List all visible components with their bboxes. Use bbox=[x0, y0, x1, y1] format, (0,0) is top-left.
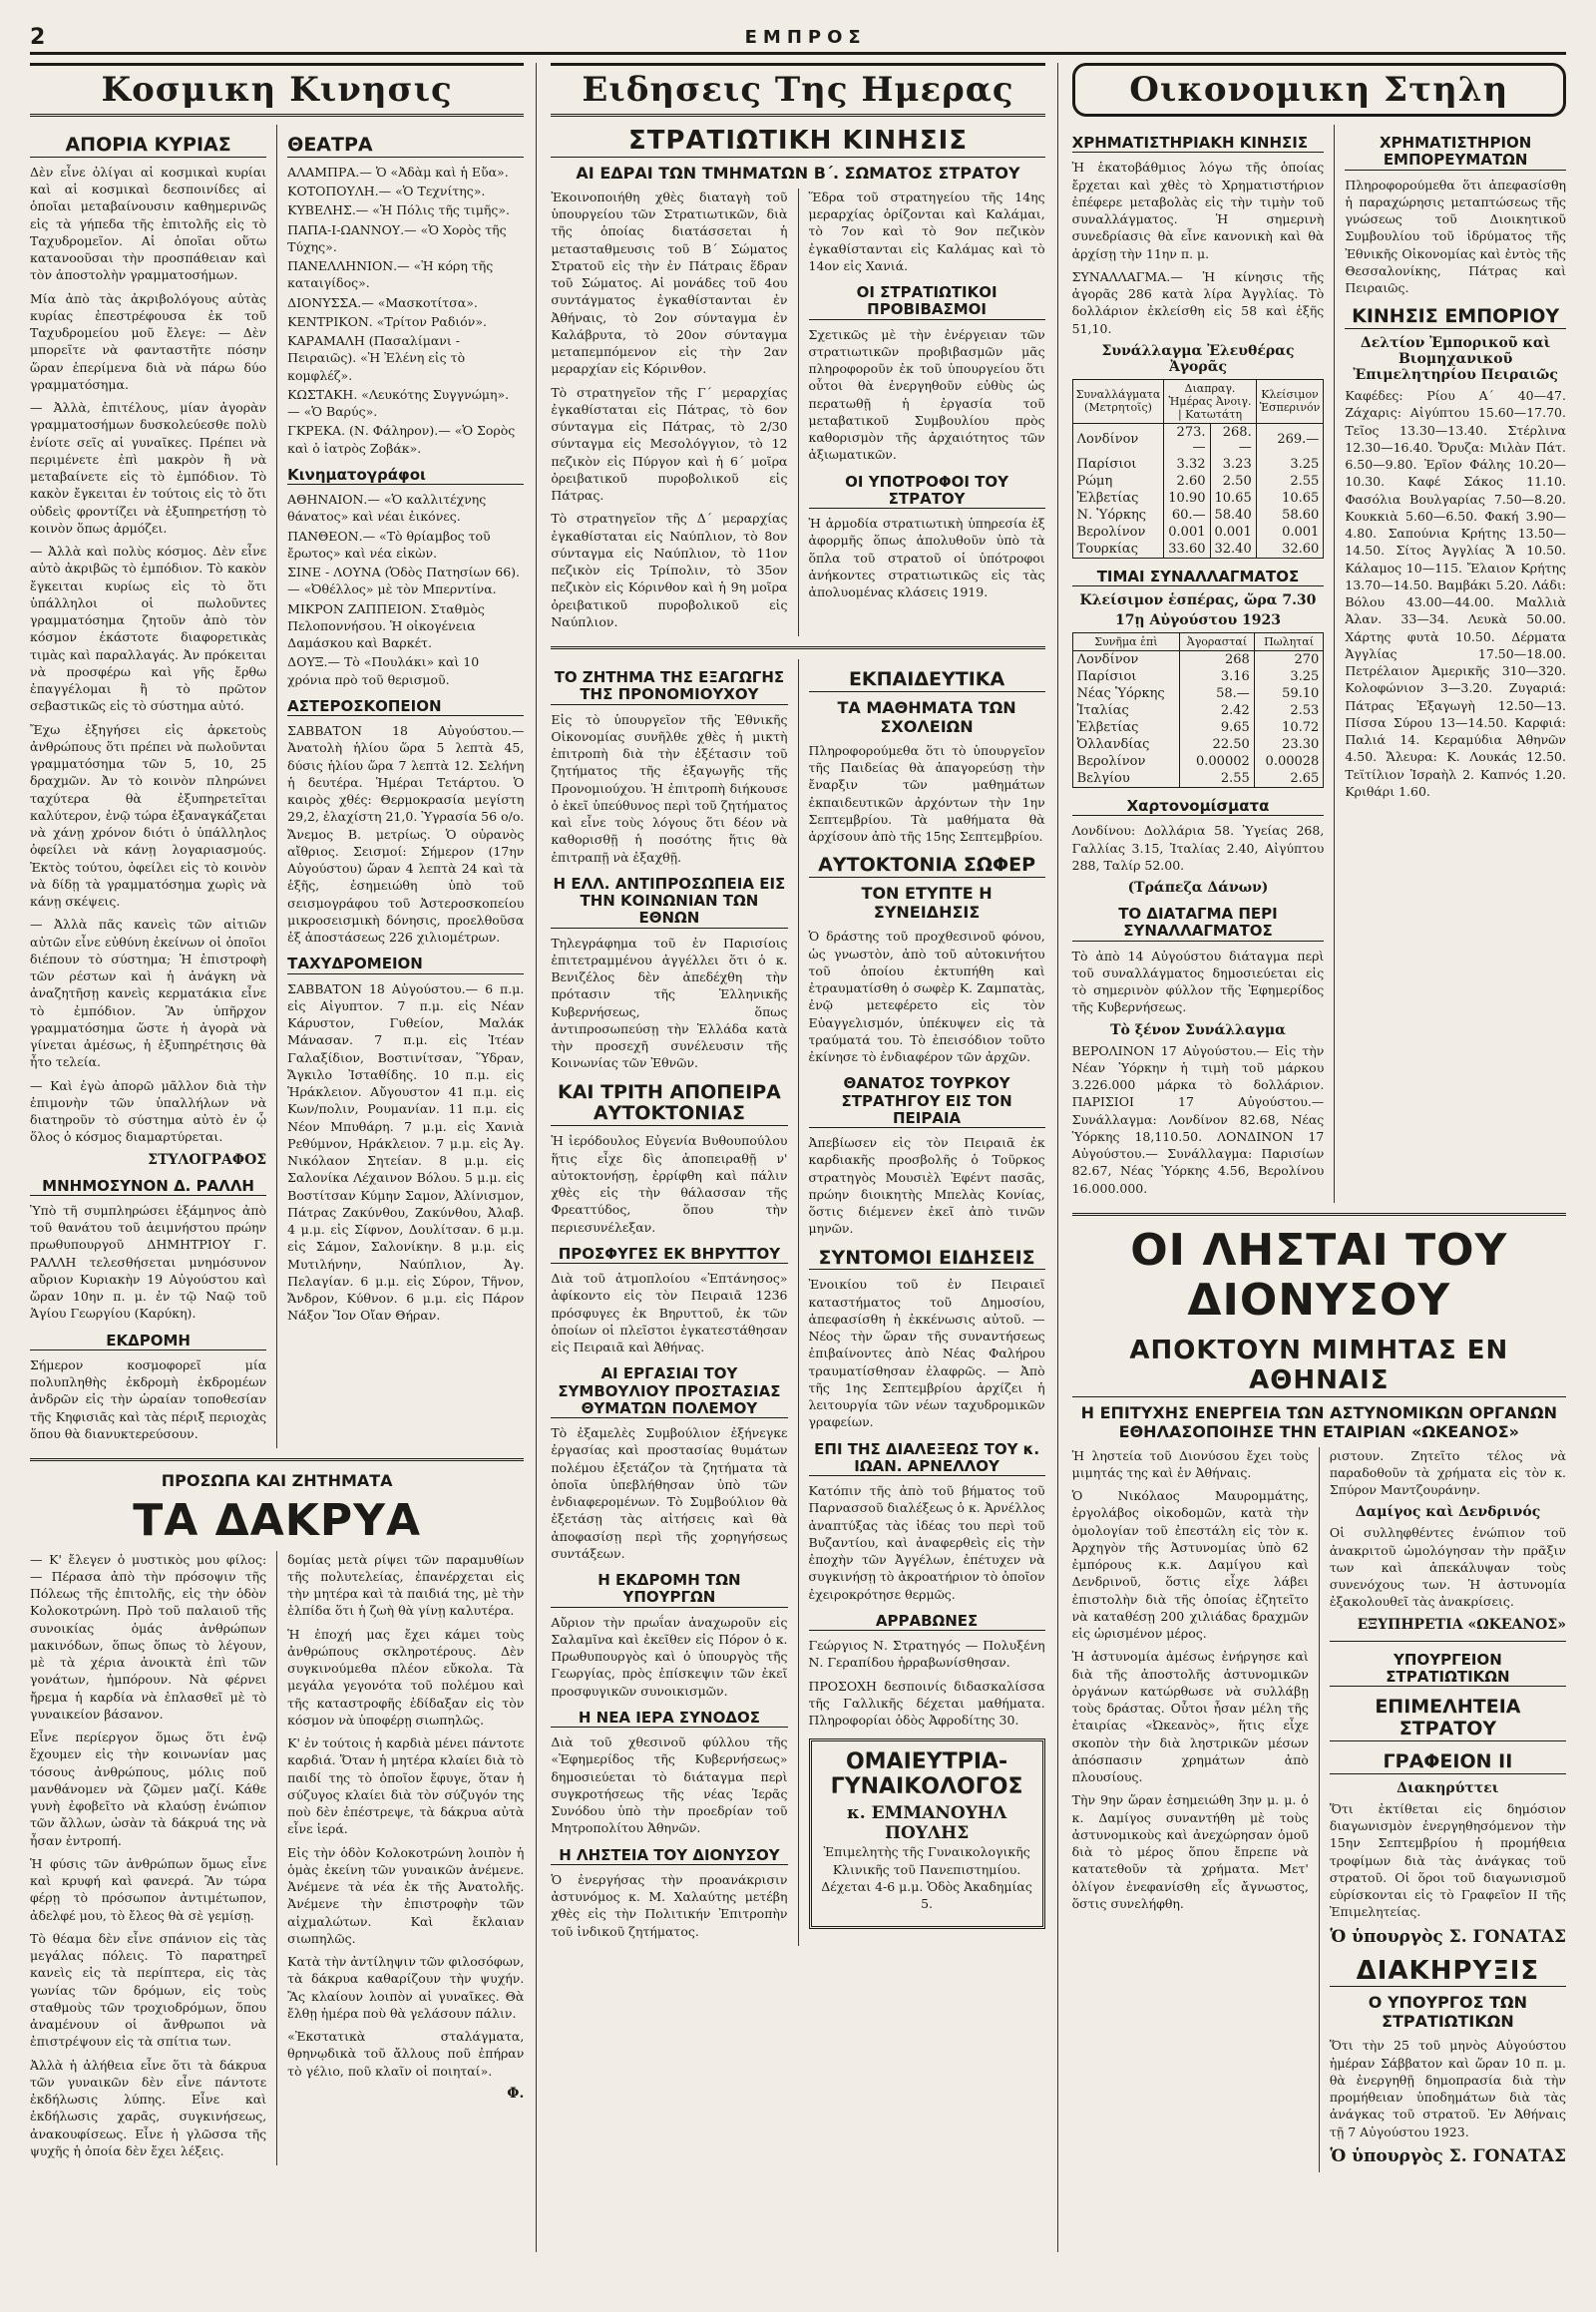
aftoktonia-subheadline: ΤΟΝ ΕΤΥΠΤΕ Η ΣΥΝΕΙΔΗΣΙΣ bbox=[861, 884, 993, 923]
table-row: Παρίσιοι 3.16 3.25 bbox=[1072, 668, 1324, 685]
col2 bbox=[276, 125, 524, 1448]
theatre-entry: ΠΑΠΑ-Ι-ΩΑΝΝΟΥ.— «Ὁ Χορὸς τῆς Τύχης». bbox=[287, 221, 507, 254]
column-kosmiki bbox=[30, 63, 537, 2252]
kinimatografoi-headline: Κινηματογράφοι bbox=[287, 467, 524, 485]
diakiryxis-subheadline: Ο ΥΠΟΥΡΓΟΣ ΤΩΝ ΣΤΡΑΤΙΩΤΙΚΩΝ bbox=[1368, 1993, 1528, 2032]
diatagma-text: Τὸ ἀπὸ 14 Αὐγούστου διάταγμα περὶ τοῦ συναλλάγματος δημοσιεύεται εἰς τὸ σημερινὸν φύλλον τῆς Ἐφημερίδος τῆς Κυβερνήσεως. bbox=[1071, 948, 1325, 1015]
chartonomismata-text: Λονδίνου: Δολλάρια 58. Ὑγείας 268, Γαλλίας 3.15, Ἰταλίας 2.40, Αἰγύπτου 288, Ταλίρ 52.00. bbox=[1071, 823, 1325, 873]
kinisis-emporiou-headline: ΚΙΝΗΣΙΣ ΕΜΠΟΡΙΟΥ bbox=[1345, 306, 1566, 329]
dakrya-para: Τὸ θέαμα δὲν εἶνε σπάνιον εἰς τὰς μεγάλας πόλεις. Τὸ παρατηρεῖ κανεὶς εἰς τὰ περίπτερα, εἰς τὰς γωνίας τῶν δρόμων, εἰς τοὺς σταθμοὺς τῶν τροχιοδρόμων, ὅπου ἀναμένουν οἱ ἄνθρωποι νὰ ἐπιστρέψουν εἰς τὰ σπίτια των. bbox=[30, 1930, 267, 2050]
listai-para: Ἡ ληστεία τοῦ Διονύσου ἔχει τοὺς μιμητάς της καὶ ἐν Ἀθήναις. bbox=[1071, 1447, 1309, 1480]
theatre-entry: ΔΙΟΝΥΣΣΑ.— «Μασκοτίτσα». bbox=[287, 294, 478, 310]
fx-table-free-market bbox=[1072, 379, 1325, 559]
table-row: Ὀλλανδίας 22.50 23.30 bbox=[1072, 736, 1324, 753]
aporia-para: — Ἀλλὰ, ἐπιτέλους, μίαν ἀγορὰν γραμματοσήμων δυσκολεύεσθε πολὺ ἐνίοτε σεῖς αἱ γυναῖκες. Πρέπει νὰ περιμένετε ἐπὶ μακρὸν ἢ νὰ μεταβαίνετε εἰς τὸ ἐμπόδιον. Τὸ κακὸν ἔγκειται ἐν τούτοις εἰς τὸ ὅτι οὐδεὶς φροντίζει νὰ ἐξυπηρετήσῃ τὸ κοινὸν ὅπως ἀρμόζει. bbox=[30, 400, 267, 536]
dakrya-para: — Κ' ἔλεγεν ὁ μυστικὸς μου φίλος: — Πέρασα ἀπὸ τὴν πρόσοψιν τῆς Πόλεως τῆς ἐπιτολῆς, εἰς τὴν ὁδὸν Κολοκοτρώνη. Πρὸ τοῦ παλαιοῦ τῆς συνοικίας ὁμάς ἀνθρώπων μακινόδων, ὅπως ὅπως τὸ λέγουν, μὲ τὰ χέρια ἀνοικτὰ ἐπὶ τῶν γονάτων, ἠμπόρουν. Νὰ φέρνει ἤρεμα ἡ καρδία νὰ ἐπλασθεῖ μὲ τὸ γυναικείον βάσανον. bbox=[30, 1551, 267, 1722]
col5 bbox=[1072, 125, 1325, 1203]
ekdromi-ypourgon-headline: Η ΕΚΔΡΟΜΗ ΤΩΝ ΥΠΟΥΡΓΩΝ bbox=[551, 1572, 787, 1608]
zitima-headline: ΤΟ ΖΗΤΗΜΑ ΤΗΣ ΕΞΑΓΩΓΗΣ ΤΗΣ ΠΡΟΝΟΜΙΟΥΧΟΥ bbox=[551, 669, 787, 705]
asteroskopeion-headline: ΑΣΤΕΡΟΣΚΟΠΕΙΟΝ bbox=[287, 698, 524, 716]
oikonomiki-split bbox=[1072, 125, 1566, 1203]
aporia-para: — Ἀλλὰ καὶ πολὺς κόσμος. Δὲν εἶνε αὐτὸ ἀκριβῶς τὸ ἐμπόδιον. Τὸ κακὸν ἔγκειται κυρίως εἰς τὸ ὅτι ὑπάλληλοι οἱ πωλοῦντες γραμματόσημα ζητοῦν ἀπὸ τὸν κόσμον ἑκάστοτε διαφορετικὰς τιμὰς καὶ παραλλαγάς. Ἀν πρόκειται νὰ προσφέρω καὶ γῆς ἔρθω ἐπαγγέλομαι ἢ τὸ πρῶτον σεβαστικῶς εἰς τὸ σύστημα αὐτό. bbox=[30, 544, 267, 714]
table-row: Παρίσιοι 3.32 3.23 3.25 bbox=[1072, 456, 1324, 473]
prosopa-kicker: ΠΡΟΣΩΠΑ ΚΑΙ ΖΗΤΗΜΑΤΑ bbox=[161, 1471, 393, 1491]
chrematistirion-headline: ΧΡΗΜΑΤΙΣΤΗΡΙΑΚΗ ΚΙΝΗΣΙΣ bbox=[1072, 135, 1325, 153]
dakrya-para: Ἡ φύσις τῶν ἀνθρώπων ὅμως εἶνε καὶ κρυφή καὶ φανερά. Ἂν τώρα φέρῃ τὸ πρόσωπον ἀντιμέτωπον, ἀδελφέ μου, τὸ ἔλεος θὰ σὲ γεμίσῃ. bbox=[30, 1855, 267, 1923]
col6 bbox=[1334, 125, 1566, 1203]
deltion-headline: Δελτίον Ἐμπορικοῦ καὶ Βιομηχανικοῦ Ἐπιμελητηρίου Πειραιῶς bbox=[1353, 335, 1558, 384]
column-eidiseis bbox=[551, 63, 1057, 2252]
chrematistirion-text: Ἡ ἑκατοβάθμιος λόγω τῆς ὁποίας ἔρχεται καὶ χθὲς τὸ Χρηματιστήριον ἐπέφερε μεταβολὰς εἰς τὴν τιμὴν τοῦ συναλλάγματος. Ἡ σημερινὴ συνεδρίασις θὰ εἶνε κανονικὴ καὶ θὰ ἀρχίσῃ τὴν 11ην π. μ. bbox=[1071, 160, 1325, 261]
col1 bbox=[30, 125, 266, 1448]
mathimata-text: Πληροφορούμεθα ὅτι τὸ ὑπουργεῖον τῆς Παιδείας θὰ ἀπαγορεύσῃ τὴν ἔναρξιν τῶν μαθημάτων ἐκπαιδευτικῶν ἀρχόντων τὴν 1ην Σεπτεμβρίου. Τὰ μαθήματα θὰ ἀρχίσουν ἀπὸ τῆς 15ης Σεπτεμβρίου. bbox=[808, 742, 1045, 845]
provivasmoi-text: Σχετικῶς μὲ τὴν ἐνέργειαν τῶν στρατιωτικῶν προβιβασμῶν μᾶς πληροφοροῦν ἐκ τοῦ ὑπουργείου ὅτι οὗτοι θὰ ἐνεργηθοῦν εὐθὺς ὡς περατωθῇ ἡ ἐργασία τοῦ μεταβατικοῦ Συμβουλίου πρὸς καθορισμὸν τῆς ἀρχαιότητος τῶν ἀξιωματικῶν. bbox=[808, 326, 1045, 463]
ergasiai-headline: ΑΙ ΕΡΓΑΣΙΑΙ ΤΟΥ ΣΥΜΒΟΥΛΙΟΥ ΠΡΟΣΤΑΣΙΑΣ ΘΥΜΑΤΩΝ ΠΟΛΕΜΟΥ bbox=[551, 1365, 787, 1418]
xeno-text: ΒΕΡΟΛΙΝΟΝ 17 Αὐγούστου.— Εἰς τὴν Νέαν Ὑόρκην ἡ τιμὴ τοῦ μάρκου 3.226.000 μάρκα τὸ δολλάριον. ΠΑΡΙΣΙΟΙ 17 Αὐγούστου.— Συνάλλαγμα: Λονδίνον 82.68, Νέας Ὑόρκης 18,110.50. ΛΟΝΔΙΝΟΝ 17 Αὐγούστου.— Συνάλλαγμα: Παρισίων 82.67, Νέας Ὑόρκης 4.56, Βερολίνου 16.000.000. bbox=[1071, 1042, 1325, 1196]
listai-names: Δαμίγος καὶ Δενδρινός bbox=[1355, 1504, 1541, 1521]
table-row: Λονδίνον 273.— 268.— 269.— bbox=[1072, 423, 1324, 456]
cinema-entry: ΑΘΗΝΑΙΟΝ.— «Ὁ καλλιτέχνης θάνατος» καὶ νέαι ἐικόνες. bbox=[287, 492, 487, 525]
table-row: Βελγίου 2.55 2.65 bbox=[1072, 770, 1324, 788]
timai-headline: ΤΙΜΑΙ ΣΥΝΑΛΛΑΓΜΑΤΟΣ bbox=[1072, 569, 1325, 586]
ergasiai-text: Τὸ ἐξαμελὲς Συμβούλιον ἐξήνεγκε ἐργασίας καὶ προστασίας θυμάτων πολέμου ἐξετάζον τὰ ζητήματα τὰ ὁποῖα ὑπεβλήθησαν ὑπὸ τῶν ἐνδιαφερομένων. Τὸ Συμβούλιον θὰ ἐξετάσῃ τὰς αἰτήσεις καὶ θὰ ἀποφασίσῃ περὶ τῆς χορηγήσεως συντάξεων. bbox=[551, 1425, 788, 1561]
table-row: Ν. Ὑόρκης 60.— 58.40 58.60 bbox=[1072, 507, 1324, 524]
ad-title: ΟΜΑΙΕΥΤΡΙΑ-ΓΥΝΑΙΚΟΛΟΓΟΣ bbox=[830, 1749, 1023, 1800]
listai-para: Ὁ Νικόλαος Μαυρομμάτης, ἐργολάβος οἰκοδομῶν, κατὰ τὴν ὁμολογίαν τοῦ ἐπεστάλη εἰς τὸν κ. Ἀρχηγὸν τῆς Ἀστυνομίας ὑπὸ 62 ἐμπόρους κ.κ. Δαμίγου καὶ Δενδρινοῦ, ὅστις εἶχε λάβει ἐπιστολὴν διὰ τῆς ὁποίας ἐζητεῖτο νὰ καταθέσῃ 200 χιλιάδας δραχμῶν εἰς ὡρισμένον μέρος. bbox=[1071, 1488, 1309, 1642]
dakrya-signature: Φ. bbox=[507, 2085, 525, 2102]
cinema-entry: ΠΑΝΘΕΟΝ.— «Τὸ θρίαμβος τοῦ ἔρωτος» καὶ νέα εἰκὼν. bbox=[287, 528, 491, 561]
table-row: Ἰταλίας 2.42 2.53 bbox=[1072, 702, 1324, 719]
aporia-para: Μία ἀπὸ τὰς ἀκριβολόγους αὐτὰς κυρίας ἐπεστρέφουσα ἐκ τοῦ Ταχυδρομείου μοῦ ἔλεγε: — Δὲν μπορεῖτε νὰ φανταστῆτε πόσην ὥραν ἐπερίμενα διὰ νὰ πάρω δύο γραμματόσημα. bbox=[30, 290, 267, 392]
chrem-emporevmaton-headline: ΧΡΗΜΑΤΙΣΤΗΡΙΟΝ ΕΜΠΟΡΕΥΜΑΤΩΝ bbox=[1345, 135, 1566, 171]
grafeion-subheadline: Διακηρύττει bbox=[1396, 1779, 1499, 1796]
theatre-entry: ΑΛΑΜΠΡΑ.— Ὁ «Ἀδὰμ καὶ ἡ Εὔα». bbox=[287, 164, 509, 180]
timai-subheadline: Κλείσιμον ἑσπέρας, ὥρα 7.30 bbox=[1079, 592, 1317, 608]
taxydromeion-headline: ΤΑΧΥΔΡΟΜΕΙΟΝ bbox=[287, 956, 524, 973]
dakrya-para: δομίας μετὰ ρίψει τῶν παραμυθίων τῆς πολυτελείας, ἐπανέρχεται εἰς τὴν μητέρα καὶ τὰ παιδιά της, μὲ τὴν ἐλπίδα ὅτι ἡ ζωὴ θὰ γίνῃ καλυτέρα. bbox=[287, 1551, 525, 1619]
ypotrofoi-text: Ἡ ἀρμοδία στρατιωτικὴ ὑπηρεσία ἐξ ἀφορμῆς ὅπως ἀπολυθοῦν ὑπὸ τὰ ὅπλα τοῦ στρατοῦ οἱ ὑπότροφοι ἀνήκοντες στρατιωτικῶς εἰς τὰς ἀπολυομένας κλάσεις 1919. bbox=[808, 516, 1045, 600]
aporia-para: Ἔχω ἐξηγήσει εἰς ἀρκετοὺς ἀνθρώπους ὅτι πρέπει νὰ πωλοῦνται γραμματόσημα τῶν 5, 10, 25 δραχμῶν. Ἀν τὸ κοινὸν πληρώνει ταχύτερα θὰ ἐξυπηρετεῖται καλύτερον, ἐνῷ τώρα ἐξαναγκάζεται νὰ χάνῃ χρόνον διότι ὁ ὑπάλληλος ὀφείλει νὰ κάνῃ λογαριασμούς. Ἐκτὸς τούτου, ὀφείλει εἰς τὸ κοινὸν νὰ δίδῃ τὰ γραμματόσημα χωρὶς νὰ κάνῃ σκέψεις. bbox=[30, 721, 267, 910]
asteroskopeion-text: ΣΑΒΒΑΤΟΝ 18 Αὐγούστου.— Ἀνατολὴ ἡλίου ὥρα 5 λεπτὰ 45, δύσις ἡλίου ὥρα 7 λεπτὰ 12. Σελήνη ἡ δευτέρα. Ἡμέραι Τετάρτου. Ὁ καιρὸς χθές: Θερμοκρασία μεγίστη 29,2, ἐλαχίστη 21,0. Ὑγρασία 56 ο/ο. Ἄνεμος Β. μετρίως. Ὁ οὐρανὸς αἴθριος. Σεισμοί: Σήμερον (17ην Αὐγούστου) ὥραν 4 λεπτὰ 24 καὶ τὰ ἑξῆς, ἐσημειώθη ὑπὸ τοῦ σεισμογράφου τοῦ Ἀστεροσκοπείου μικροσεισμικὴ δόνησις, προελθοῦσα ἐξ ἀποστάσεως 226 χιλιομέτρων. bbox=[287, 723, 525, 946]
theatre-entry: ΠΑΝΕΛΛΗΝΙΟΝ.— «Ἡ κόρη τῆς καταιγίδος». bbox=[287, 258, 494, 291]
ad-text: Ἐπιμελητὴς τῆς Γυναικολογικῆς Κλινικῆς τοῦ Πανεπιστημίου. Δέχεται 4-6 μ.μ. Ὁδὸς Ἀκαδημίας 5. bbox=[821, 1844, 1032, 1912]
listai-para: Ἡ ἀστυνομία ἀμέσως ἐνήργησε καὶ διὰ τῆς ἀποστολῆς ἀστυνομικῶν ὀργάνων κατώρθωσε νὰ συλλάβῃ τοὺς δράστας. Οὗτοι ἦσαν μέλη τῆς ἐταιρίας «Ὠκεανὸς», ἥτις εἶχε σκοπὸν τὴν διὰ ληστρικῶν μέσων ἀπόσπασιν χρημάτων ἀπὸ πλουσίους. bbox=[1071, 1649, 1309, 1785]
grafeion-text: Ὅτι ἐκτίθεται εἰς δημόσιον διαγωνισμὸν ἐνεργηθησόμενον τὴν 15ην Σεπτεμβρίου ἡ προμήθεια τροφίμων διὰ τὰς ἀνάγκας τοῦ στρατοῦ. Οἱ ὅροι τοῦ διαγωνισμοῦ εὑρίσκονται εἰς τὸ Γραφεῖον ΙΙ τῆς Ἐπιμελητείας. bbox=[1329, 1800, 1566, 1920]
aporia-headline: ΑΠΟΡΙΑ ΚΥΡΙΑΣ bbox=[30, 135, 266, 158]
dakrya-body bbox=[30, 1551, 524, 2166]
syntomoi-text: Ἐνοικίου τοῦ ἐν Πειραιεῖ καταστήματος τοῦ Δημοσίου, ἀπεφασίσθη ἡ ἐκκένωσις αὐτοῦ. — Νέος τὴν ὥραν τῆς συναντήσεως ἐπιβαίνοντες ἀπὸ Νέας Φαλήρου τραυματίσθησαν ἐλαφρῶς. — Ἀπὸ τῆς 1ης Σεπτεμβρίου ἀρχίζει ἡ λειτουργία τῶν νέων ταχυδρομικῶν γραφείων. bbox=[808, 1277, 1045, 1430]
listai-headline: ΟΙ ΛΗΣΤΑΙ ΤΟΥ ΔΙΟΝΥΣΟΥ bbox=[1130, 1224, 1508, 1327]
dakrya-para: Εἶνε περίεργον ὅμως ὅτι ἐνῷ ἔχουμεν εἰς τὴν κοινωνίαν μας τόσους ἀνθρώπους, μόλις ποῦ μανθάνομεν νὰ ζῶμεν μαζί. Κάθε γυνὴ ἐφοβεῖτο νὰ κλαύσῃ ἐνώπιον τῶν ἄλλων, ὡσὰν τὰ δάκρυά της νὰ ἦσαν ἐντροπή. bbox=[30, 1730, 267, 1848]
fx-table-closing bbox=[1072, 632, 1325, 788]
diakiryxis-signature: Ὁ ὑπουργὸς Σ. ΓΟΝΑΤΑΣ bbox=[1330, 2145, 1566, 2166]
masthead: ΕΜΠΡΟΣ bbox=[744, 26, 867, 48]
timai-date: 17ῃ Αὐγούστου 1923 bbox=[1114, 612, 1281, 628]
table-row: Ρώμη 2.60 2.50 2.55 bbox=[1072, 473, 1324, 490]
ypourgeion-headline: ΥΠΟΥΡΓΕΙΟΝ ΣΤΡΑΤΙΩΤΙΚΩΝ bbox=[1330, 1652, 1566, 1688]
section-title-kosmiki: Κοσμικη Κινησις bbox=[30, 63, 524, 117]
fx-col-header: Συναλλάγματα (Μετρητοῖς) bbox=[1072, 379, 1164, 423]
fx-col-header: Πωληταί bbox=[1254, 633, 1324, 651]
strat-para: Τὸ στρατηγεῖον τῆς Δ΄ μεραρχίας ἐγκαθίσταται εἰς Ναύπλιον, τὸ 8ον σύνταγμα εἰς Ναύπλιον, τὸ 11ον πεζικὸν εἰς Τρίπολιν, τὸ 35ον πεζικὸν εἰς Κόρινθον καὶ ἡ 9η μοῖρα ὀρειβατικοῦ πυροβολικοῦ εἰς Ναύπλιον. bbox=[551, 511, 788, 629]
section-title-oikonomiki: Οικονομικη Στηλη bbox=[1072, 63, 1566, 117]
aporia-para: — Ἀλλὰ πᾶς κανεὶς τῶν αἰτιῶν αὐτῶν εἶνε εὐθύνη ἐκείνων οἱ ὁποῖοι διέπουν τὸ σύστημα; Ἡ ἐπιστροφὴ τῶν ρέστων καὶ ἡ ἀνάγκη νὰ ἀναζητῆσῃ κανεὶς κερματάκια εἶνε τὸ ἐμπόδιον. Ἂν ὑπῆρχον γραμματόσημα ὥστε ἡ ἀγορὰ νὰ γίνεται ἀμέσως, ἡ ἐξυπηρέτησις θὰ ἦτο τελεία. bbox=[30, 917, 267, 1070]
prosfyges-headline: ΠΡΟΣΦΥΓΕΣ ΕΚ ΒΗΡΥΤΤΟΥ bbox=[551, 1246, 787, 1264]
listai-subheadline: ΑΠΟΚΤΟΥΝ ΜΙΜΗΤΑΣ ΕΝ ΑΘΗΝΑΙΣ bbox=[1072, 1337, 1566, 1397]
dakrya-para: Εἰς τὴν ὁδὸν Κολοκοτρώνη λοιπὸν ἡ ὁμὰς ἐκείνη τῶν γυναικῶν ἀνέμενε. Ἀνέμενε τὰ νέα ἐκ τῆς Ἀνατολῆς. Ἀνέμενε τὴν ἐπιστροφὴν τῶν αἰχμαλώτων. Καὶ ἔκλαιαν σιωπηλῶς. bbox=[287, 1844, 525, 1946]
ekpaideutika-headline: ΕΚΠΑΙΔΕΥΤΙΚΑ bbox=[809, 669, 1045, 692]
strat-para: Τὸ στρατηγεῖον τῆς Γ΄ μεραρχίας ἐγκαθίσταται εἰς Πάτρας, τὸ 6ον σύνταγμα εἰς Πάτρας, τὸ 2/30 σύνταγμα εἰς Μεσολόγγιον, τὸ 12 πεζικὸν εἰς Πύργον καὶ ἡ 6΄ μοῖρα ὀρειβατικοῦ πυροβολικοῦ εἰς Πάτρας. bbox=[551, 384, 788, 504]
mnimosynon-text: Ὑπὸ τῆ συμπληρώσει ἑξάμηνος ἀπὸ τοῦ θανάτου τοῦ ἀειμνήστου πρώην πρωθυπουργοῦ ΔΗΜΗΤΡΙΟΥ Γ. ΡΑΛΛΗ τελεσθήσεται μνημόσυνον αὔριον Κυριακὴν 19 Αὐγούστου καὶ ὥραν 10ην π. μ. ἐν τῷ Ναῷ τοῦ Ἁγίου Γεωργίου (Καρύκη). bbox=[30, 1202, 267, 1322]
theatre-entry: ΚΥΒΕΛΗΣ.— «Ἡ Πόλις τῆς τιμῆς». bbox=[287, 202, 510, 218]
ekdromi-ypourgon-text: Αὔριον τὴν πρωΐαν ἀναχωροῦν εἰς Σαλαμῖνα καὶ ἐκεῖθεν εἰς Πόρον ὁ κ. Πρωθυπουργὸς καὶ ὁ ὑπουργὸς τῆς Γεωργίας, πρὸς ἐπίσκεψιν τῶν ἐκεῖ προσφυγικῶν συνοικισμῶν. bbox=[551, 1614, 788, 1699]
theatra-headline: ΘΕΑΤΡΑ bbox=[287, 135, 524, 158]
table-row: Νέας Ὑόρκης 58.— 59.10 bbox=[1072, 685, 1324, 702]
table-row: Λονδίνον 268 270 bbox=[1072, 651, 1324, 669]
section-title-eidiseis: Ειδησεις Της Ημερας bbox=[551, 63, 1044, 117]
aporia-signature: ΣΤΥΛΟΓΡΑΦΟΣ bbox=[148, 1151, 267, 1168]
fx-col-header: Συνῆμα ἑπὶ bbox=[1072, 633, 1179, 651]
thanatos-text: Ἀπεβίωσεν εἰς τὸν Πειραιᾶ ἐκ καρδιακῆς προσβολῆς ὁ Τοῦρκος στρατηγὸς Μουσιὲλ Ἐφέντ πασᾶς, πρώην διοικητὴς Μπελὰς Κονίας, ὅστις διέμενεν ἐκεῖ ἀπὸ τινῶν μηνῶν. bbox=[808, 1135, 1045, 1237]
synallagma-note: ΣΥΝΑΛΛΑΓΜΑ.— Ἡ κίνησις τῆς ἀγορᾶς 286 κατὰ λίρα Ἀγγλίας. Τὸ δολλάριον ἐκλείσθη εἰς 58 καὶ ἑξῆς 51,10. bbox=[1071, 268, 1325, 336]
diatagma-headline: ΤΟ ΔΙΑΤΑΓΜΑ ΠΕΡΙ ΣΥΝΑΛΛΑΓΜΑΤΟΣ bbox=[1072, 906, 1325, 942]
epimeleteia-headline: ΕΠΙΜΕΛΗΤΕΙΑ ΣΤΡΑΤΟΥ bbox=[1330, 1697, 1566, 1741]
table-row: Ἑλβετίας 10.90 10.65 10.65 bbox=[1072, 490, 1324, 507]
arravones-text: Γεώργιος Ν. Στρατηγός — Πολυξένη Ν. Γεραπίδου ἠρραβωνίσθησαν. bbox=[808, 1638, 1045, 1671]
listai-signature: ΕΞΥΠΗΡΕΤΙΑ «ΩΚΕΑΝΟΣ» bbox=[1357, 1616, 1566, 1633]
running-header bbox=[30, 22, 1566, 55]
diakiryxis-text: Ὅτι τὴν 25 τοῦ μηνὸς Αὐγούστου ἡμέραν Σάββατον καὶ ὥραν 10 π. μ. θὰ ἐνεργηθῇ δημοπρασία διὰ τὴν προμήθειαν ὑποδημάτων διὰ τὰς ἀνάγκας τοῦ στρατοῦ. Ἐν Ἀθήναις τῇ 7 Αὐγούστου 1923. bbox=[1329, 2038, 1566, 2139]
listai-body bbox=[1072, 1447, 1566, 2172]
zitima-text: Εἰς τὸ ὑπουργεῖον τῆς Ἐθνικῆς Οἰκονομίας συνῆλθε χθὲς ἡ μικτὴ ἐπιτροπὴ διὰ τὴν ἐξέτασιν τοῦ ζητήματος τῆς ἐξαγωγῆς τῆς Προνομιούχου. Ἡ ἐπιτροπὴ διήκουσε ὁ ἐκεῖ ὑπεύθυνος περὶ τοῦ ζητήματος καὶ εἶνε τοὺς λόγους ὅτι δέον νὰ καθορισθῇ ἡ ποσότης ἥτις θὰ ἐπιτραπῇ νὰ ἐξαχθῇ. bbox=[551, 711, 788, 865]
theatre-entry: ΚΕΝΤΡΙΚΟΝ. «Τρίτον Ραδιόν». bbox=[287, 313, 488, 329]
fx-col-header: Κλείσιμον Ἐσπερινόν bbox=[1256, 379, 1324, 423]
ypotrofoi-headline: ΟΙ ΥΠΟΤΡΟΦΟΙ ΤΟΥ ΣΤΡΑΤΟΥ bbox=[809, 474, 1045, 510]
triti-headline: ΚΑΙ ΤΡΙΤΗ ΑΠΟΠΕΙΡΑ ΑΥΤΟΚΤΟΝΙΑΣ bbox=[551, 1082, 787, 1127]
grafeion-headline: ΓΡΑΦΕΙΟΝ ΙΙ bbox=[1330, 1751, 1566, 1774]
synodos-text: Διὰ τοῦ χθεσινοῦ φύλλου τῆς «Ἐφημερίδος τῆς Κυβερνήσεως» δημοσιεύεται τὸ διάταγμα περὶ συγκροτήσεως τῆς νέας Ἱερᾶς Συνόδου ὑπὸ τὴν προεδρίαν τοῦ Μητροπολίτου Ἀθηνῶν. bbox=[551, 1734, 788, 1836]
aporia-para: — Καὶ ἐγὼ ἀπορῶ μᾶλλον διὰ τὴν ἐπιμονὴν τῶν ὑπαλλήλων νὰ διατηροῦν τὸ σύστημα αὐτὸ ἐν ᾧ ὅλος ὁ κόσμος διαμαρτύρεται. bbox=[30, 1077, 267, 1145]
strat-headline: ΣΤΡΑΤΙΩΤΙΚΗ ΚΙΝΗΣΙΣ bbox=[551, 127, 1044, 158]
thanatos-headline: ΘΑΝΑΤΟΣ ΤΟΥΡΚΟΥ ΣΤΡΑΤΗΓΟΥ ΕΙΣ ΤΟΝ ΠΕΙΡΑΙΑ bbox=[809, 1075, 1045, 1128]
dakrya-para: «Ἐκστατικὰ σταλάγματα, θρηνῳδικὰ τοῦ ἄλλους ποῦ ἐπήραν τὸ γέλιο, ποῦ κλαῖν οἱ ποιηταί». bbox=[287, 2029, 525, 2079]
dakrya-headline: ΤΑ ΔΑΚΡΥΑ bbox=[133, 1495, 422, 1547]
ekdromi-headline: ΕΚΔΡΟΜΗ bbox=[30, 1333, 266, 1350]
strat-para: Ἐκοινοποιήθη χθὲς διαταγὴ τοῦ ὑπουργείου τῶν Στρατιωτικῶν, διὰ τῆς ὁποίας διατάσσεται ἡ μετασταθμευσις τοῦ Β΄ Σώματος Στρατοῦ εἰς τὴν ἐν Πάτραις ἕδραν τοῦ Σώματος. Αἱ μονάδες τοῦ 4ου συντάγματος ἐγκαθίστανται ἐν Ἀθήναις, τὸ 2ον σύνταγμα ἐν Καλάβρυτα, τὸ 20ον σύνταγμα μεταπεμπόμενον εἰς τὴν 2αν μεραρχίαν εἰς Κόρινθον. bbox=[551, 189, 788, 377]
listai-para: Οἱ συλληφθέντες ἐνώπιον τοῦ ἀνακριτοῦ ὡμολόγησαν τὴν πρᾶξιν των καὶ ἀπεκάλυψαν τοὺς συνενόχους των. Ἡ ἀστυνομία ἐξακολουθεῖ τὰς ἀνακρίσεις. bbox=[1329, 1525, 1566, 1610]
aporia-para: Δὲν εἶνε ὀλίγαι αἱ κοσμικαὶ κυρίαι καὶ αἱ κοσμικαὶ δεσποινίδες αἱ ὁποῖαι μεταβαίνουσιν καθημερινῶς εἰς τὰ γήπεδα τῆς ἐπιτολῆς εἰς τὸ Ταχυδρομεῖον. Αἱ ὁποῖαι οὕτω κατανοοῦσαι τὴν προσπάθειαν καὶ τὸν ἀποστολὴν γραμματοσήμων. bbox=[30, 164, 267, 283]
col3 bbox=[551, 659, 787, 1946]
page-number: 2 bbox=[30, 24, 46, 50]
newspaper-page bbox=[30, 22, 1566, 2266]
triti-text: Ἡ ἰερόδουλος Εὐγενία Βυθουπούλου ἥτις εἶχε δὶς ἀποπειραθῇ ν' αὐτοκτονήσῃ, ἐρρίφθη καὶ πάλιν χθὲς εἰς τὴν θάλασσαν τῆς Φρεαττύδος, ὅπου τὴν περιεσυνέλεξαν. bbox=[551, 1133, 788, 1235]
table-row: Τουρκίας 33.60 32.40 32.60 bbox=[1072, 541, 1324, 559]
syntomoi-headline: ΣΥΝΤΟΜΟΙ ΕΙΔΗΣΕΙΣ bbox=[809, 1248, 1045, 1271]
dakrya-para: Ἡ ἐποχή μας ἔχει κάμει τοὺς ἀνθρώπους σκληροτέρους. Δὲν συγκινούμεθα πλέον εὔκολα. Τὰ μεγάλα γεγονότα τοῦ πολέμου καὶ τῆς καταστροφῆς ἐδίδαξαν εἰς τὸν κόσμον νὰ ὑποφέρῃ σιωπηλῶς. bbox=[287, 1626, 525, 1728]
listai-para: ριστουν. Ζητεῖτο τέλος νὰ παραδοθοῦν τὰ χρήματα εἰς τὸν κ. Σπύρον Μαντζουράνην. bbox=[1329, 1447, 1566, 1498]
theatre-entry: ΚΩΣΤΑΚΗ. «Λευκότης Συγγνώμη». — «Ὁ Βαρύς». bbox=[287, 386, 510, 420]
mathimata-subheadline: ΤΑ ΜΑΘΗΜΑΤΑ ΤΩΝ ΣΧΟΛΕΙΩΝ bbox=[837, 697, 1016, 736]
grafeion-signature: Ὁ ὑπουργὸς Σ. ΓΟΝΑΤΑΣ bbox=[1330, 1926, 1566, 1947]
table-row: Βερολίνον 0.00002 0.00028 bbox=[1072, 753, 1324, 770]
listeia-text: Ὁ ἐνεργήσας τὴν προανάκρισιν ἀστυνόμος κ. Μ. Χαλαύτης μετέβη χθὲς εἰς τὴν Πολιτικήν Ἐπιτροπὴν τοῦ ἰνδικοῦ ζητήματος. bbox=[551, 1871, 788, 1939]
deltion-text: Καφέδες: Ρίου Α΄ 40—47. Ζάχαρις: Αἰγύπτου 15.60—17.70. Τεῖος 13.30—13.40. Στέρλινα 12.30—16.40. Ὄρυζα: Μιλὰν Πάτ. 6.50—9.80. Ἐρῖον Φάλης 10.20—10.30. Καφέ Σάκος 11.10. Φασόλια Βουλγαρίας 7.50—8.20. Κουκκιὰ 5.60—6.50. Φακή 3.90—4.80. Σαπούνια Κρήτης 13.50—14.50. Σίτος Ἀγγλίας Ἄ 10.50. Κάλαμος 10—115. Ἔλαιον Κρήτης 13.70—14.50. Βαμβάκι 5.20. Λάδι: Βόλου 43.00—44.00. Μαλλιὰ Ἀλαν. 33—34. Λευκὰ 50.00. Χάρτης φυτὰ 10.50. Δέρματα Ἀγγλίας 17.50—18.00. Πετρέλαιον Ἀμερικῆς 310—320. Κολοφώνιον 3—3.20. Ζυγαριά: Πάτρας Ἐξαγωγὴ 12.50—13. Πίσσα Σύρου 13—14.50. Καρφιά: Παλιά 14. Κεραμύδια Ἀθηνῶν 4.50. Ἄλευρα: Κ. Λουκάς 12.50. Τεϊτίλιον Ἰσραὴλ 2. Καπνός 1.20. Κριθάρι 1.60. bbox=[1345, 388, 1566, 799]
listai-kicker: Η ΕΠΙΤΥΧΗΣ ΕΝΕΡΓΕΙΑ ΤΩΝ ΑΣΤΥΝΟΜΙΚΩΝ ΟΡΓΑΝΩΝ ΕΘΗΛΑΣΟΠΟΙΗΣΕ ΤΗΝ ΕΤΑΙΡΙΑΝ «ΩΚΕΑΝΟΣ» bbox=[1080, 1402, 1557, 1441]
antiprosopeia-headline: Η ΕΛΛ. ΑΝΤΙΠΡΟΣΩΠΕΙΑ ΕΙΣ ΤΗΝ ΚΟΙΝΩΝΙΑΝ ΤΩΝ ΕΘΝΩΝ bbox=[551, 876, 787, 929]
dakrya-para: Κ' ἐν τούτοις ἡ καρδιὰ μένει πάντοτε καρδιά. Ὅταν ἡ μητέρα κλαίει διὰ τὸ παιδί της τὸ ὁποῖον ἔφυγε, ὅταν ἡ σύζυγος κλαίει διὰ τὸν σύζυγόν της ποὺ δὲν ἐπέστρεψε, τὰ δάκρυα αὐτὰ εἶνε ἱερά. bbox=[287, 1735, 525, 1837]
xeno-headline: Τὸ ξένον Συνάλλαγμα bbox=[1110, 1021, 1286, 1038]
theatre-entry: ΚΑΡΑΜΑΛΗ (Πασαλίμανι - Πειραιῶς). «Ἡ Ἐλένη εἰς τὸ κομφλέζ». bbox=[287, 333, 466, 383]
strat-subheadline: ΑΙ ΕΔΡΑΙ ΤΩΝ ΤΜΗΜΑΤΩΝ Β΄. ΣΩΜΑΤΟΣ ΣΤΡΑΤΟΥ bbox=[576, 163, 1020, 183]
fx-col-header: Διαπραγ. Ἡμέρας Ἀνοιγ. | Κατωτάτη bbox=[1164, 379, 1256, 423]
strat-para: Ἕδρα τοῦ στρατηγείου τῆς 14ης μεραρχίας ὁρίζονται καὶ Καλάμαι, τὸ 7ον καὶ τὸ 9ον πεζικὸν ἐγκαθίστανται εἰς Καλάμας καὶ τὸ 14ον εἰς Χανιά. bbox=[808, 189, 1045, 273]
kosmiki-split bbox=[30, 125, 524, 1448]
dialexis-headline: ΕΠΙ ΤΗΣ ΔΙΑΛΕΞΕΩΣ ΤΟΥ κ. ΙΩΑΝ. ΑΡΝΕΛΛΟΥ bbox=[809, 1441, 1045, 1477]
dialexis-text: Κατόπιν τῆς ἀπὸ τοῦ βήματος τοῦ Παρνασσοῦ διαλέξεως ὁ κ. Ἀρνέλλος ἀναπτύξας τὰς ἰδέας του περὶ τοῦ Βυζαντίου, καὶ ἀναφερθεὶς εἰς τὴν ἐποχὴν τῶν Ἀγγέλων, ἐπέτυχεν νὰ συγκινήσῃ τὸ ἀκροατήριον τὸ ὁποῖον ἐχειροκρότησε θερμῶς. bbox=[808, 1483, 1045, 1602]
prosfyges-text: Διὰ τοῦ ἀτμοπλοίου «Ἐπτάνησος» ἀφίκοντο εἰς τὸν Πειραιᾶ 1236 πρόσφυγες ἐκ Βηρυττοῦ, ἐκ τῶν ὁποίων οἱ πλεῖστοι ἐγκατεστάθησαν εἰς Πειραιᾶ καὶ Ἀθήνας. bbox=[551, 1271, 788, 1355]
gynaecologist-ad bbox=[809, 1738, 1045, 1929]
listeia-headline: Η ΛΗΣΤΕΙΑ ΤΟΥ ΔΙΟΝΥΣΟΥ bbox=[551, 1847, 787, 1865]
fx-table-caption: Συνάλλαγμα Ἐλευθέρας Ἀγορᾶς bbox=[1101, 342, 1295, 375]
strat-body bbox=[551, 189, 1044, 636]
listai-para: Τὴν 9ην ὥραν ἐσημειώθη 3ην μ. μ. ὁ κ. Δαμίγος συναντήθη μὲ τοὺς ἀστυνομικοὺς καὶ ἀνεχώρησαν ὁμοῦ διὰ τὸ μέρος ὅπου ἔπρεπε νὰ κατατεθοῦν τὰ χρήματα. Μετ' ὀλίγον ἐνεφανίσθη εἷς ἄγνωστος, ὅστις συνελήφθη. bbox=[1071, 1792, 1309, 1911]
eidiseis-lower bbox=[551, 659, 1044, 1946]
diakiryxis-headline: ΔΙΑΚΗΡΥΞΙΣ bbox=[1330, 1957, 1566, 1988]
synodos-headline: Η ΝΕΑ ΙΕΡΑ ΣΥΝΟΔΟΣ bbox=[551, 1710, 787, 1728]
fx-col-header: Ἀγορασταί bbox=[1180, 633, 1255, 651]
prosochi-ad: ΠΡΟΣΟΧΗ δεσποινίς διδασκαλίσσα τῆς Γαλλικῆς δέχεται μαθήματα. Πληροφορίαι ὁδὸς Ἀφροδίτης 30. bbox=[808, 1678, 1045, 1729]
ekdromi-text: Σήμερον κοσμοφορεῖ μία πολυπληθὴς ἐκδρομὴ ἐκδρομέων ἀνδρῶν εἰς τὴν ὡραίαν τοποθεσίαν τῆς Κηφισιᾶς καὶ τὰς πέριξ περιοχὰς ὅπου θὰ διανυκτερεύσουν. bbox=[30, 1356, 267, 1441]
dakrya-para: Κατὰ τὴν ἀντίληψιν τῶν φιλοσόφων, τὰ δάκρυα καθαρίζουν τὴν ψυχήν. Ἂς κλαίουν λοιπὸν αἱ γυναῖκες. Θὰ ἔλθῃ ἡμέρα ποὺ θὰ γελάσουν πάλιν. bbox=[287, 1954, 525, 2021]
theatre-entry: ΓΚΡΕΚΑ. (Ν. Φάληρον).— «Ὁ Σορὸς καὶ ὁ ἰατρὸς Ζοβάκ». bbox=[287, 423, 516, 456]
chartonomismata-headline: Χαρτονομίσματα bbox=[1072, 798, 1325, 816]
table-row: Ἑλβετίας 9.65 10.72 bbox=[1072, 719, 1324, 736]
theatre-entry: ΚΟΤΟΠΟΥΛΗ.— «Ὁ Τεχνίτης». bbox=[287, 184, 486, 199]
chrem-emporevmaton-text: Πληροφορούμεθα ὅτι ἀπεφασίσθη ἡ παραχώρησις μεταπτώσεως τῆς γνώσεως τοῦ Διοικητικοῦ Συμβουλίου τοῦ ἱδρύματος τῆς Ἐθνικῆς Οἰκονομίας καὶ ἐντὸς τῆς Θεσσαλονίκης, Πάτρας καὶ Πειραιῶς. bbox=[1345, 177, 1566, 295]
dakrya-para: Ἀλλὰ ἡ ἀλήθεια εἶνε ὅτι τὰ δάκρυα τῶν γυναικῶν δὲν εἶνε πάντοτε ἐκδήλωσις λύπης. Εἶνε καὶ ἐκδήλωσις χαρᾶς, συγκινήσεως, ἀνακουφίσεως. Εἶνε ἡ γλῶσσα τῆς ψυχῆς ἡ ὁποία δὲν ἔχει λέξεις. bbox=[30, 2057, 267, 2158]
ad-name: κ. ΕΜΜΑΝΟΥΗΛ ΠΟΥΛΗΣ bbox=[847, 1803, 1007, 1844]
arravones-headline: ΑΡΡΑΒΩΝΕΣ bbox=[809, 1613, 1045, 1631]
cinema-entry: ΣΙΝΕ - ΛΟΥΝΑ (Ὁδὸς Πατησίων 66).— «Ὀθέλλος» μὲ τὸν Μπερντίνα. bbox=[287, 565, 520, 597]
cinema-entry: ΜΙΚΡΟΝ ΖΑΠΠΕΙΟΝ. Σταθμὸς Πελοποννήσου. Ἡ οἰκογένεια Δαμάσκου καὶ Βαρκέτ. bbox=[287, 600, 485, 651]
taxydromeion-text: ΣΑΒΒΑΤΟΝ 18 Αὐγούστου.— 6 π.μ. εἰς Αἰγυπτον. 7 π.μ. εἰς Νέαν Κάρυστον, Γυθείον, Μαλάκ Μάνασαν. 7 π.μ. εἰς Ἰτέαν Γαλαξίδιον, Βοστινίτσαν, Ὕδραν, Ἄγκιλο Ἰσταθίδης. 10 π.μ. εἰς Ἡράκλειον. Αὔγουστον 41 π.μ. εἰς Κων/πολιν, Ρουμανίαν. 11 π.μ. εἰς Νέον Μπυθάρη. 7 μ.μ. εἰς Χανιὰ Ρεθύμνον, Ηράκλειον. 7 μ.μ. εἰς Ἁγ. Νικόλαον Σητείαν. 8 μ.μ. εἰς Σαλονίκα Λέχαινον Βόλου. 5 μ.μ. εἰς Βοστίτσαν Κύμην Σαμον, Ἀλίνισμον, Πάτρας Ζακύνθου, Ζακύνθου, Ἀλαβ. 4 μ.μ. εἰς Σίφνον, Δουλίτσαν. 6 μ.μ. εἰς Σάμον, Σαλονίκην. 8 μ.μ. εἰς Μυτιλήνην, Ναύπλιον, Ἀγ. Πελαγίαν. 6 μ.μ. εἰς Σύρον, Τῆνον, Ἄνδρον, Κύθνον. 6 μ.μ. εἰς Πάρον Νάξον Ἴον Οἴαν Θήραν. bbox=[287, 980, 525, 1324]
table-row: Βερολίνον 0.001 0.001 0.001 bbox=[1072, 524, 1324, 541]
columns bbox=[30, 63, 1566, 2252]
aftoktonia-headline: ΑΥΤΟΚΤΟΝΙΑ ΣΩΦΕΡ bbox=[809, 855, 1045, 878]
col4 bbox=[798, 659, 1045, 1946]
provivasmoi-headline: ΟΙ ΣΤΡΑΤΙΩΤΙΚΟΙ ΠΡΟΒΙΒΑΣΜΟΙ bbox=[809, 284, 1045, 320]
antiprosopeia-text: Τηλεγράφημα τοῦ ἐν Παρισίοις ἐπιτετραμμένου ἀγγέλλει ὅτι ὁ κ. Βενιζέλος δὲν ἀπεδέχθη τὴν πρότασιν τῆς Ἑλληνικῆς Κυβερνήσεως, ὅπως ἀντιπροσωπεύσῃ τὴν Ἑλλάδα κατὰ τὴν προσεχῆ συνέλευσιν τῆς Κοινωνίας τῶν Ἐθνῶν. bbox=[551, 935, 788, 1071]
trapeza-credit: (Τράπεζα Δάνων) bbox=[1127, 880, 1269, 896]
aftoktonia-text: Ὁ δράστης τοῦ προχθεσινοῦ φόνου, ὡς γνωστὸν, ἀπὸ τοῦ αὐτοκινήτου τοῦ ὁποίου ἐκτυπήθη καὶ ἐτραυματίσθη ὁ σωφὲρ Κ. Ζαμπατὰς, ἐνῷ μετεφέρετο εἰς τὸν Εὐαγγελισμόν, ὑπέκυψεν εἰς τὰ τραύματά του. Τὸ ἐπεισόδιον τοῦτο ἐκίνησε τὸ ἐνδιαφέρον τῶν ἀρχῶν. bbox=[808, 929, 1045, 1065]
cinema-entry: ΔΟΥΞ.— Τὸ «Πουλάκι» καὶ 10 χρόνια πρὸ τοῦ θερισμοῦ. bbox=[287, 654, 480, 687]
mnimosynon-headline: ΜΝΗΜΟΣΥΝΟΝ Δ. ΡΑΛΛΗ bbox=[30, 1178, 266, 1196]
column-oikonomiki bbox=[1072, 63, 1566, 2252]
